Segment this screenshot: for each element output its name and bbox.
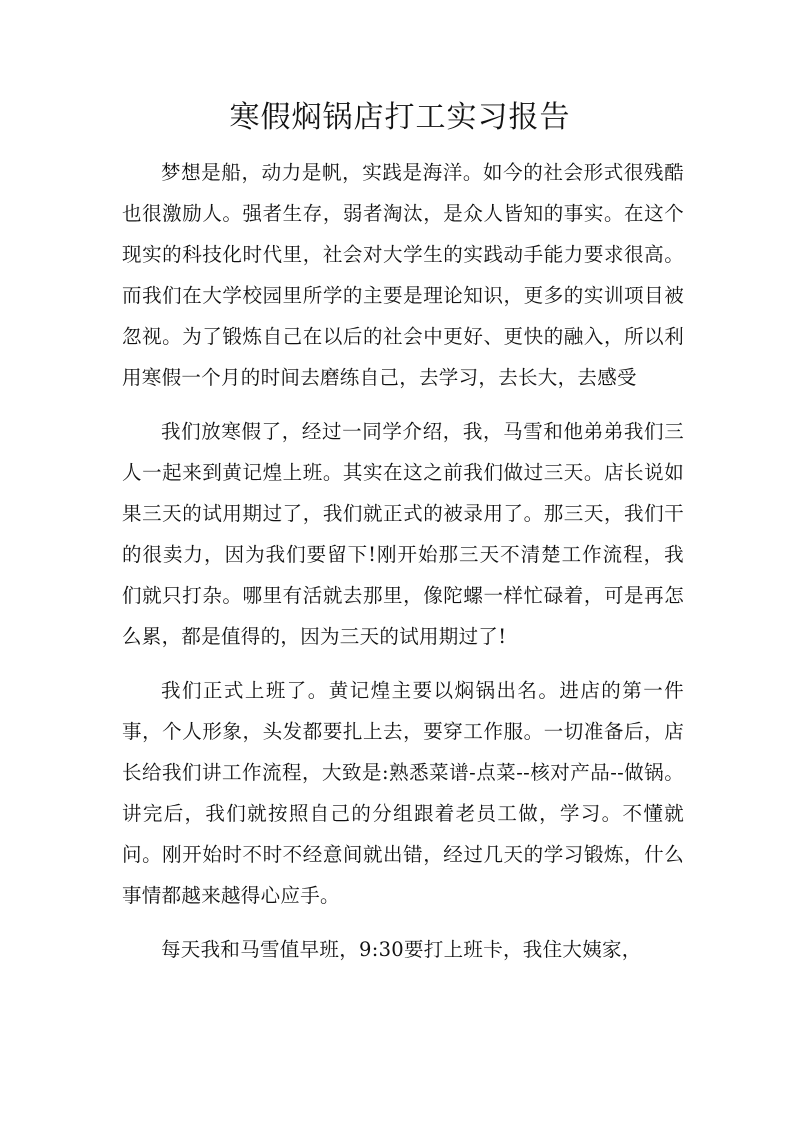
document-title: 寒假焖锅店打工实习报告	[229, 100, 571, 135]
paragraph-1: 梦想是船，动力是帆，实践是海洋。如今的社会形式很残酷也很激励人。强者生存，弱者淘汰，是众人皆知的事实。在这个现实的科技化时代里，社会对大学生的实践动手能力要求很高。而我们在大学校园里所学的主要是理论知识，更多的实训项目被忽视。为了锻炼自己在以后的社会中更好、更快的融入，所以利用寒假一个月的时间去磨练自己，去学习，去长大，去感受	[122, 161, 684, 389]
paragraph-2: 我们放寒假了，经过一同学介绍，我，马雪和他弟弟我们三人一起来到黄记煌上班。其实在这之前我们做过三天。店长说如果三天的试用期过了，我们就正式的被录用了。那三天，我们干的很卖力，因为我们要留下!刚开始那三天不清楚工作流程，我们就只打杂。哪里有活就去那里，像陀螺一样忙碌着，可是再怎么累，都是值得的，因为三天的试用期过了!	[122, 420, 684, 648]
paragraph-3: 我们正式上班了。黄记煌主要以焖锅出名。进店的第一件事，个人形象，头发都要扎上去，要穿工作服。一切准备后，店长给我们讲工作流程，大致是:熟悉菜谱-点菜--核对产品--做锅。讲完后，我们就按照自己的分组跟着老员工做，学习。不懂就问。刚开始时不时不经意间就出错，经过几天的学习锻炼，什么事情都越来越得心应手。	[122, 679, 684, 907]
paragraph-4: 每天我和马雪值早班，9:30要打上班卡，我住大姨家，	[161, 938, 642, 961]
document-body	[122, 152, 684, 970]
